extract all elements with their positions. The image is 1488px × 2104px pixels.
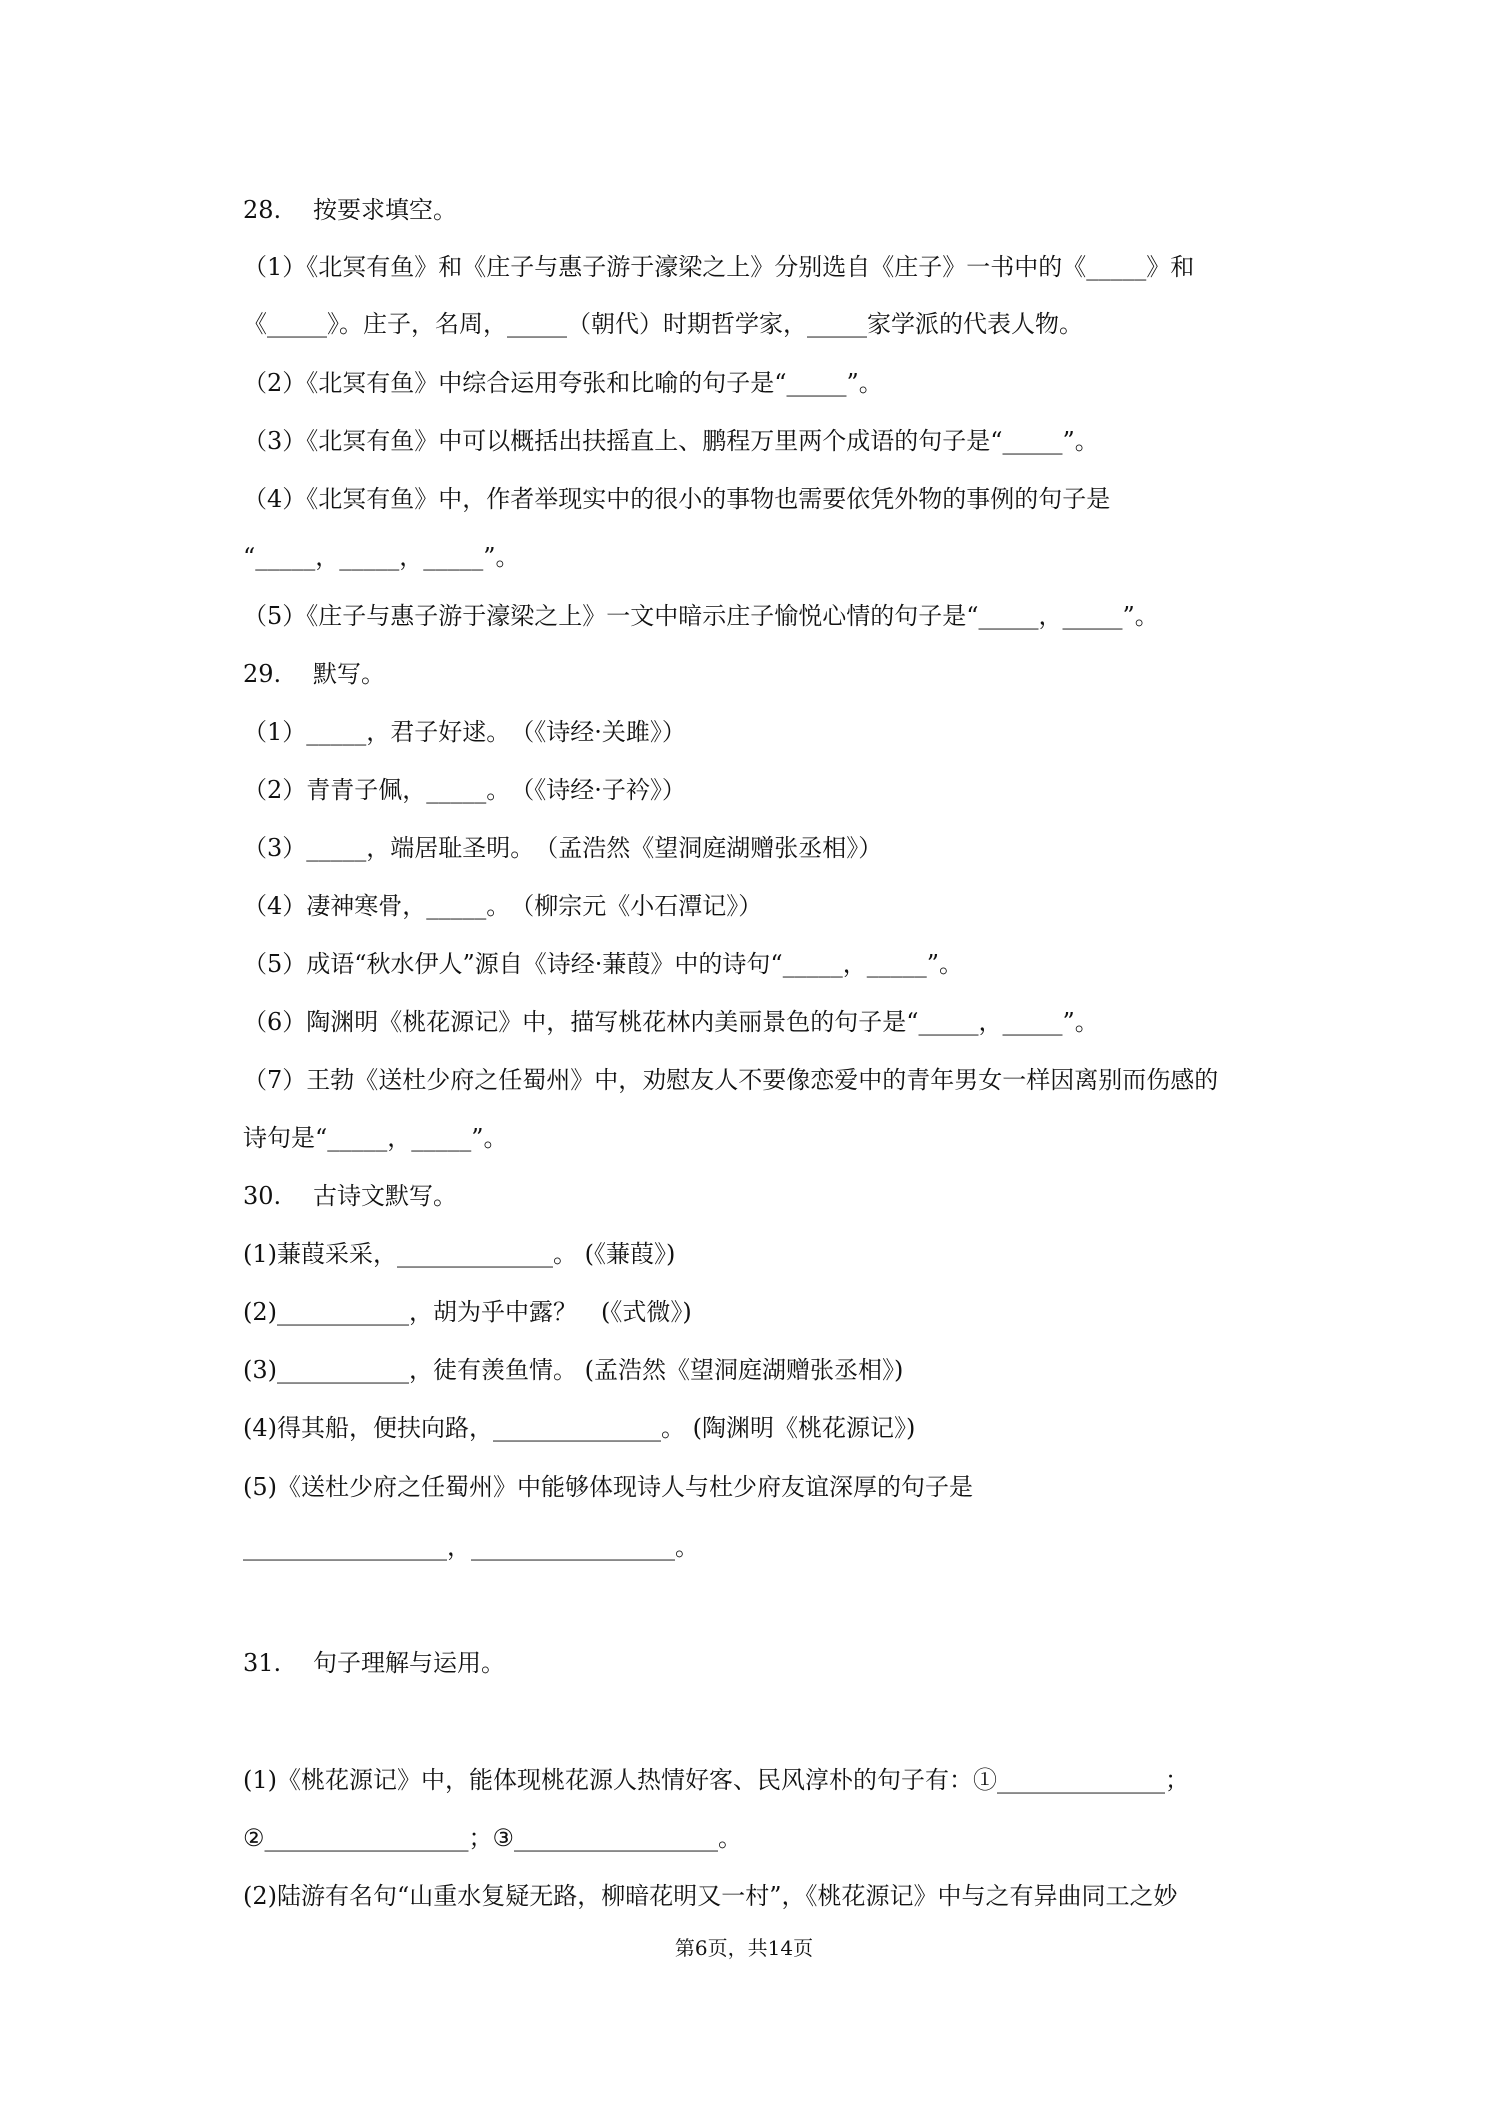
q28-line-5: （4）《北冥有鱼》中，作者举现实中的很小的事物也需要依凭外物的事例的句子是 bbox=[243, 485, 1111, 513]
question-28-heading bbox=[243, 193, 457, 227]
question-title: 句子理解与运用。 bbox=[313, 1649, 505, 1677]
question-title: 古诗文默写。 bbox=[313, 1182, 457, 1210]
q30-line-1: (1)蒹葭采采，_____________。 (《蒹葭》) bbox=[243, 1240, 676, 1268]
question-number: 30. bbox=[243, 1182, 282, 1210]
question-29-heading bbox=[243, 657, 385, 691]
q30-line-5: (5)《送杜少府之任蜀州》中能够体现诗人与杜少府友谊深厚的句子是 bbox=[243, 1473, 973, 1501]
page-footer: 第6页，共14页 bbox=[674, 1936, 814, 1960]
q28-line-7: （5）《庄子与惠子游于濠梁之上》一文中暗示庄子愉悦心情的句子是“_____，_____”。 bbox=[243, 602, 1159, 630]
q29-line-3: （3）_____，端居耻圣明。 （孟浩然《望洞庭湖赠张丞相》） bbox=[243, 834, 883, 862]
question-31-heading bbox=[243, 1646, 505, 1680]
q29-line-7: （7）王勃《送杜少府之任蜀州》中，劝慰友人不要像恋爱中的青年男女一样因离别而伤感的 bbox=[243, 1066, 1219, 1094]
q28-line-6: “_____，_____，_____”。 bbox=[243, 543, 520, 571]
q28-line-2: 《_____》。庄子，名周，_____（朝代）时期哲学家，_____家学派的代表人物。 bbox=[243, 310, 1083, 338]
q31-line-3: (2)陆游有名句“山重水复疑无路，柳暗花明又一村”，《桃花源记》中与之有异曲同工之妙 bbox=[243, 1882, 1178, 1910]
q28-line-4: （3）《北冥有鱼》中可以概括出扶摇直上、鹏程万里两个成语的句子是“_____”。 bbox=[243, 427, 1099, 455]
q29-line-2: （2）青青子佩，_____。 （《诗经·子衿》） bbox=[243, 776, 686, 804]
q28-line-3: （2）《北冥有鱼》中综合运用夸张和比喻的句子是“_____”。 bbox=[243, 369, 883, 397]
question-number: 29. bbox=[243, 660, 282, 688]
question-number: 31. bbox=[243, 1649, 282, 1677]
q31-line-2: ②_________________；③_________________。 bbox=[243, 1824, 743, 1852]
q30-line-3: (3)___________，徒有羡鱼情。 (孟浩然《望洞庭湖赠张丞相》) bbox=[243, 1356, 904, 1384]
q29-line-5: （5）成语“秋水伊人”源自《诗经·蒹葭》中的诗句“_____，_____”。 bbox=[243, 950, 963, 978]
question-title: 默写。 bbox=[313, 660, 385, 688]
q28-line-1: （1）《北冥有鱼》和《庄子与惠子游于濠梁之上》分别选自《庄子》一书中的《_____》和 bbox=[243, 253, 1195, 281]
q29-line-8: 诗句是“_____，_____”。 bbox=[243, 1124, 508, 1152]
q29-line-6: （6）陶渊明《桃花源记》中，描写桃花林内美丽景色的句子是“_____，_____”。 bbox=[243, 1008, 1099, 1036]
q29-line-1: （1）_____，君子好逑。 （《诗经·关雎》） bbox=[243, 718, 686, 746]
q30-line-2: (2)___________，胡为乎中露？ (《式微》) bbox=[243, 1298, 692, 1326]
q31-line-1: (1)《桃花源记》中，能体现桃花源人热情好客、民风淳朴的句子有：①______________； bbox=[243, 1766, 1189, 1794]
q30-line-6: _________________，_________________。 bbox=[243, 1533, 699, 1561]
question-30-heading bbox=[243, 1179, 457, 1213]
question-number: 28. bbox=[243, 196, 282, 224]
question-title: 按要求填空。 bbox=[313, 196, 457, 224]
q29-line-4: （4）凄神寒骨，_____。 （柳宗元《小石潭记》） bbox=[243, 892, 763, 920]
q30-line-4: (4)得其船，便扶向路，______________。 (陶渊明《桃花源记》) bbox=[243, 1414, 916, 1442]
